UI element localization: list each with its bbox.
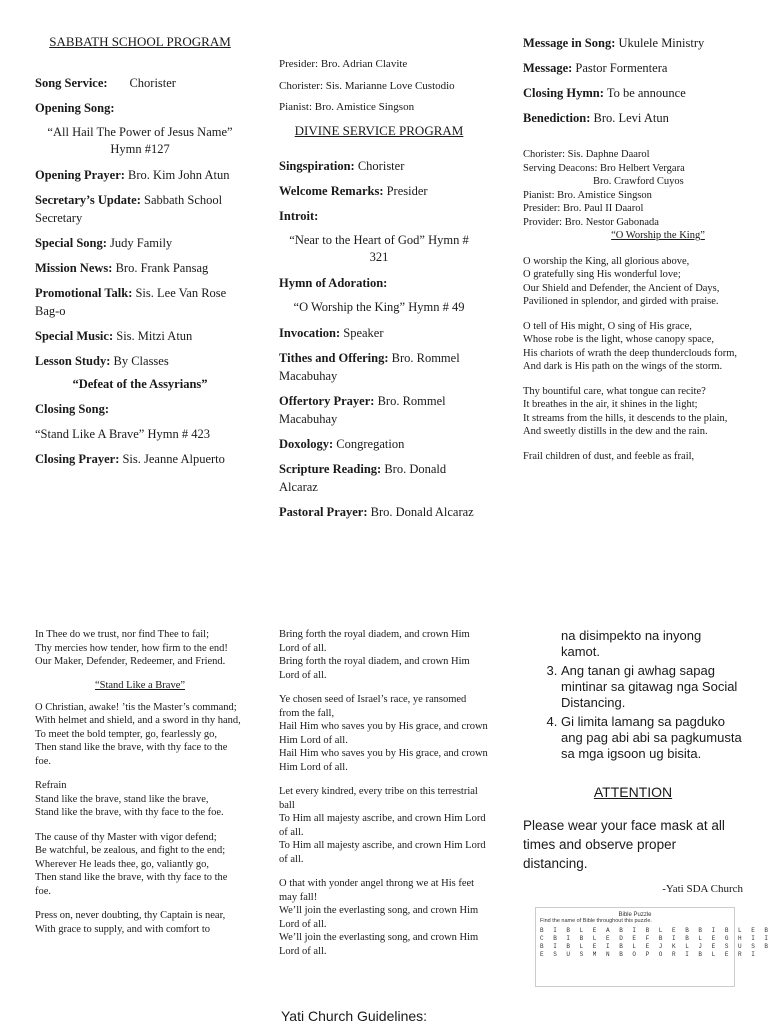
puzzle-title: Bible Puzzle	[618, 912, 652, 918]
special-music: Special Music: Sis. Mitzi Atun	[35, 329, 193, 343]
sabbath-title: SABBATH SCHOOL PROGRAM	[49, 34, 231, 49]
closing-prayer: Closing Prayer: Sis. Jeanne Alpuerto	[35, 452, 225, 466]
secretary-update: Secretary’s Update: Sabbath School Secretary	[35, 193, 223, 225]
lesson-title: “Defeat of the Assyrians”	[72, 377, 208, 391]
staff-provider: Provider: Bro. Nestor Gabonada	[523, 216, 659, 228]
staff-deacons: Serving Deacons: Bro Helbert Vergara	[523, 162, 685, 174]
promotional-talk: Promotional Talk: Sis. Lee Van Rose Bag-o	[35, 286, 227, 318]
message: Message: Pastor Formentera	[523, 61, 668, 75]
puzzle-row: B I B L E I B L E J K L J E S U S B	[540, 943, 771, 950]
benediction: Benediction: Bro. Levi Atun	[523, 111, 669, 125]
brave-verse-1: O Christian, awake! ’tis the Master’s command; With helmet and shield, and a sword in thy hand, To meet the bold tempter, go, fearlessly go, Then stand like the brave, with thy face to the foe.	[35, 701, 241, 767]
bottom-right-column	[523, 628, 771, 987]
sabbath-school-column	[35, 34, 245, 475]
worship-king-title: “O Worship the King”	[611, 230, 705, 241]
puzzle-subtitle: Find the name of Bible throughout this puzzle.	[540, 918, 652, 924]
worship-verse-2: O tell of His might, O sing of His grace, Whose robe is the light, whose canopy space, His chariots of wrath the deep thunderclouds form, And dark is His path on the wings of the storm.	[523, 320, 738, 372]
church-signature: -Yati SDA Church	[662, 883, 743, 895]
brave-verse-2: The cause of thy Master with vigor defend; Be watchful, be zealous, and fight to the end; Wherever He leads thee, go, valiantly go, Then stand like the brave, with thy face to the foe.	[35, 831, 228, 897]
introit: Introit:	[279, 208, 319, 223]
diadem-verse-2: Ye chosen seed of Israel’s race, ye ransomed from the fall, Hail Him who saves you by His grace, and crown Him Lord of all. Hail Him who saves you by His grace, and crown Him Lord of all.	[279, 694, 488, 773]
guideline-continued: na disimpekto na inyong kamot.	[561, 628, 702, 659]
lesson-study: Lesson Study: By Classes	[35, 354, 169, 368]
staff-presider: Presider: Bro. Paul II Daarol	[523, 203, 644, 214]
trust-verse: In Thee do we trust, nor find Thee to fail; Thy mercies how tender, how firm to the end! Our Maker, Defender, Redeemer, and Friend.	[35, 629, 228, 667]
presider-line: Presider: Bro. Adrian Clavite	[279, 58, 408, 70]
closing-hymn-right: Closing Hymn: To be announce	[523, 86, 686, 100]
guidelines-title: Yati Church Guidelines:	[281, 1008, 428, 1024]
divine-service-column	[279, 58, 479, 528]
diadem-verse-1: Bring forth the royal diadem, and crown Him Lord of all. Bring forth the royal diadem, and crown Him Lord of all.	[279, 629, 470, 681]
puzzle-row: B I B L E A B I B L E B B I B L E B	[540, 927, 771, 934]
closing-hymn: “Stand Like A Brave” Hymn # 423	[35, 427, 210, 441]
mission-news: Mission News: Bro. Frank Pansag	[35, 261, 209, 275]
hymn-of-adoration: Hymn of Adoration:	[279, 275, 388, 290]
tithes-offering: Tithes and Offering: Bro. Rommel Macabuhay	[279, 350, 460, 383]
guideline-item: 3. Ang tanan gi awhag sapag mintinar sa gitawag nga Social Distancing.	[561, 663, 743, 711]
invocation: Invocation: Speaker	[279, 325, 384, 340]
guidelines-list	[523, 663, 743, 762]
opening-hymn: “All Hail The Power of Jesus Name” Hymn #127	[47, 125, 233, 156]
puzzle-row: E S U S M N B O P O R I B L E R I	[540, 951, 758, 958]
adoration-hymn: “O Worship the King” Hymn # 49	[293, 299, 465, 314]
worship-verse-3: Thy bountiful care, what tongue can recite? It breathes in the air, it shines in the light; It streams from the hills, it descends to the plain, And sweetly distills in the dew and the rain.	[523, 385, 728, 437]
singspiration: Singspiration: Chorister	[279, 158, 405, 173]
diadem-verse-3: Let every kindred, every tribe on this terrestrial ball To Him all majesty ascribe, and crown Him Lord of all. To Him all majesty ascribe, and crown Him Lord of all.	[279, 786, 486, 865]
worship-verse-1: O worship the King, all glorious above, O gratefully sing His wonderful love; Our Shield and Defender, the Ancient of Days, Pavilioned in splendor, and girded with praise.	[523, 255, 720, 307]
scripture-reading: Scripture Reading: Bro. Donald Alcaraz	[279, 461, 447, 494]
staff-chorister: Chorister: Sis. Daphne Daarol	[523, 149, 650, 160]
puzzle-row: C B I B L E D E F B I B L E G H I I	[540, 935, 771, 942]
worship-verse-4: Frail children of dust, and feeble as frail,	[523, 450, 695, 462]
attention-heading: ATTENTION	[593, 784, 673, 800]
mask-notice: Please wear your face mask at all times and observe proper distancing.	[523, 818, 725, 871]
guideline-item: 4. Gi limita lamang sa pagduko ang pag abi abi sa pagkumusta sa mga igsoon ug bisita.	[561, 714, 743, 762]
message-in-song: Message in Song: Ukulele Ministry	[523, 36, 705, 50]
bottom-middle-column	[279, 628, 489, 969]
divine-title: DIVINE SERVICE PROGRAM	[294, 122, 464, 138]
offertory-prayer: Offertory Prayer: Bro. Rommel Macabuhay	[279, 393, 446, 426]
pastoral-prayer: Pastoral Prayer: Bro. Donald Alcaraz	[279, 504, 474, 519]
staff-pianist: Pianist: Bro. Amistice Singson	[523, 189, 652, 201]
stand-brave-title: “Stand Like a Brave”	[94, 679, 186, 691]
message-column	[523, 34, 743, 474]
opening-prayer: Opening Prayer: Bro. Kim John Atun	[35, 168, 230, 182]
pianist-line: Pianist: Bro. Amistice Singson	[279, 101, 415, 113]
doxology: Doxology: Congregation	[279, 436, 405, 451]
introit-hymn: “Near to the Heart of God” Hymn # 321	[289, 232, 469, 264]
brave-refrain: Refrain Stand like the brave, stand like the brave, Stand like the brave, with thy face to the foe.	[35, 780, 224, 818]
special-song: Special Song: Judy Family	[35, 236, 173, 250]
bible-puzzle	[535, 907, 771, 987]
song-service: Song Service: Chorister	[35, 76, 176, 90]
brave-verse-3: Press on, never doubting, thy Captain is near, With grace to supply, and with comfort to	[35, 910, 226, 935]
chorister-line: Chorister: Sis. Marianne Love Custodio	[279, 79, 455, 92]
welcome-remarks: Welcome Remarks: Presider	[279, 183, 428, 198]
bottom-left-column	[35, 628, 245, 947]
staff-deacon-2: Bro. Crawford Cuyos	[593, 176, 684, 187]
closing-song: Closing Song:	[35, 402, 109, 416]
diadem-verse-4: O that with yonder angel throng we at His feet may fall! We’ll join the everlasting song, and crown Him Lord of all. We’ll join the everlasting song, and crown Him Lord of all.	[279, 878, 479, 957]
opening-song: Opening Song:	[35, 101, 115, 115]
